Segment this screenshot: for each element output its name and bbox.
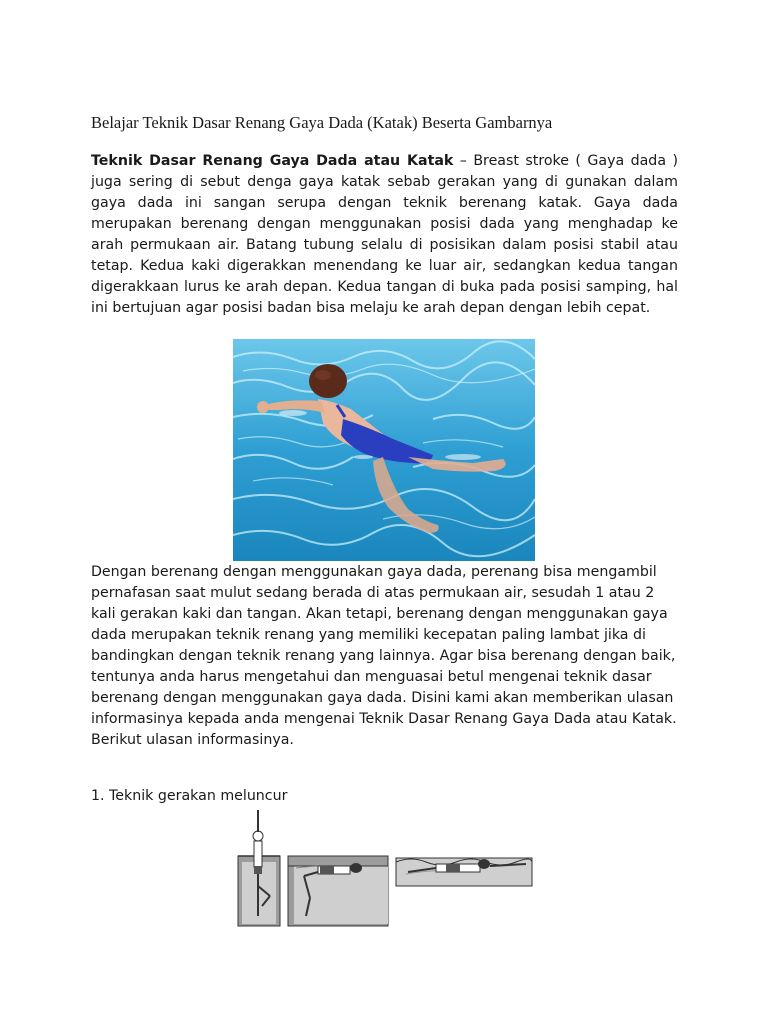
gliding-technique-illustration: [236, 806, 536, 930]
intro-bold-heading: Teknik Dasar Renang Gaya Dada atau Katak: [91, 153, 454, 169]
intro-paragraph: [91, 151, 678, 319]
intro-text: – Breast stroke ( Gaya dada ) juga sering di sebut denga gaya katak sebab gerakan yang di gunakan dalam gaya dada ini sangan serupa dengan teknik berenang katak. Gaya dada merupakan berenang dengan menggunakan posisi dada yang menghadap ke arah permukaan air. Batang tubung selalu di posisikan dalam posisi stabil atau tetap. Kedua kaki digerakkan menendang ke luar air, sedangkan kedua tangan digerakkaan lurus ke arah depan. Kedua tangan di buka pada posisi samping, hal ini bertujuan agar posisi badan bisa melaju ke arah depan dengan lebih cepat.: [91, 153, 678, 316]
document-title: Belajar Teknik Dasar Renang Gaya Dada (Katak) Beserta Gambarnya: [91, 113, 553, 132]
body-paragraph-2: Dengan berenang dengan menggunakan gaya dada, perenang bisa mengambil pernafasan saat mulut sedang berada di atas permukaan air, sesudah 1 atau 2 kali gerakan kaki dan tangan. Akan tetapi, berenang dengan menggunakan gaya dada merupakan teknik renang yang memiliki kecepatan paling lambat jika di bandingkan dengan teknik renang yang lainnya. Agar bisa berenang dengan baik, tentunya anda harus mengetahui dan menguasai betul mengenai teknik dasar berenang dengan menggunakan gaya dada. Disini kami akan memberikan ulasan informasinya kepada anda mengenai Teknik Dasar Renang Gaya Dada atau Katak. Berikut ulasan informasinya.: [91, 564, 677, 748]
breaststroke-swimmer-photo: [233, 339, 535, 561]
list-item-teknik-meluncur: 1. Teknik gerakan meluncur: [91, 788, 288, 804]
panel-push-off: [288, 856, 388, 926]
panel-standing: [238, 810, 280, 926]
panel-glide: [396, 858, 532, 886]
